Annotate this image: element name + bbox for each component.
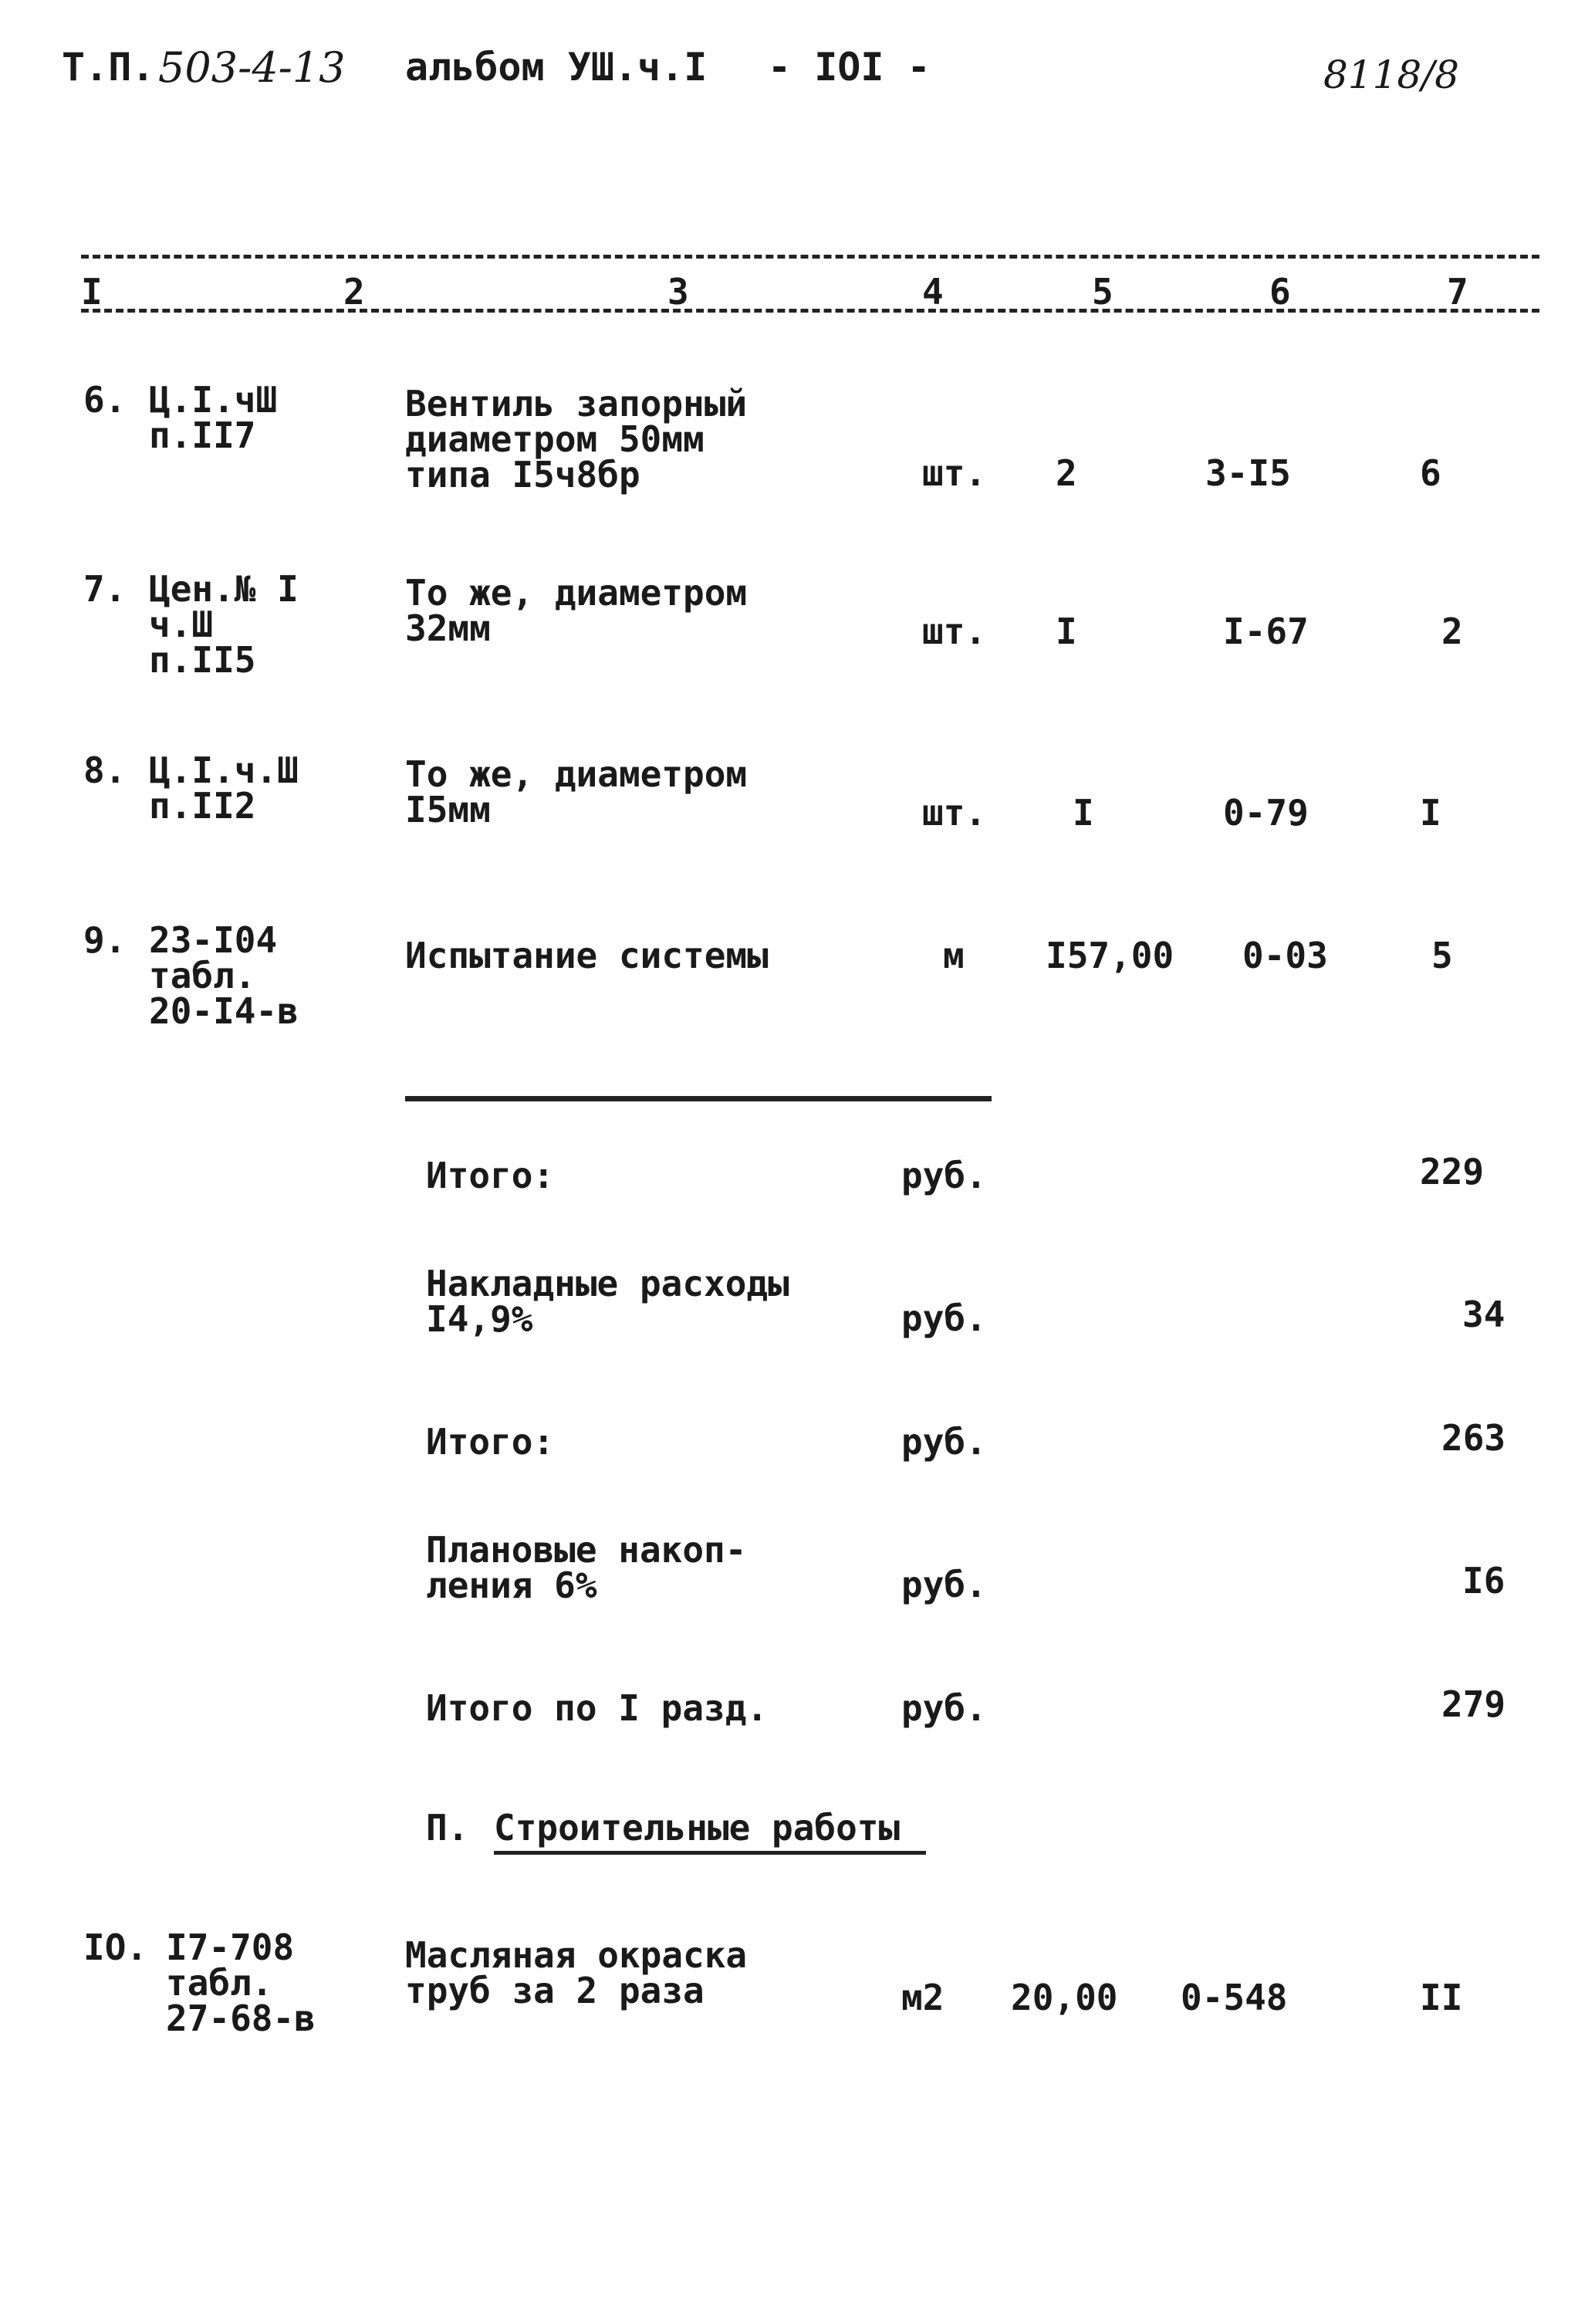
col-num-4: 4 xyxy=(922,271,944,313)
row-price: 3-I5 xyxy=(1205,452,1291,494)
row-ref: Ц.I.ч.Ш п.II2 xyxy=(149,749,299,827)
row-total: 6 xyxy=(1420,452,1441,494)
row-price: I-67 xyxy=(1223,611,1309,652)
col-num-3: 3 xyxy=(667,271,689,313)
row-qty: I57,00 xyxy=(1046,935,1174,976)
row-desc: То же, диаметром 32мм xyxy=(405,572,748,649)
row-desc: Вентиль запорный диаметром 50мм типа I5ч8бр xyxy=(405,383,748,496)
summary-unit: руб. xyxy=(901,1297,987,1339)
row-total: II xyxy=(1420,1977,1463,2018)
row-unit: м2 xyxy=(901,1977,944,2018)
summary-total: 279 xyxy=(1441,1683,1506,1725)
row-desc: Испытание системы xyxy=(405,935,769,976)
row-total: I xyxy=(1420,792,1441,834)
col-num-2: 2 xyxy=(343,271,365,313)
summary-total: 34 xyxy=(1462,1294,1505,1335)
header-dash-bottom xyxy=(81,309,1539,313)
row-price: 0-548 xyxy=(1181,1977,1288,2018)
section-title: Строительные работы xyxy=(494,1807,901,1849)
summary-label: Накладные расходы I4,9% xyxy=(426,1263,789,1340)
row-price: 0-79 xyxy=(1223,792,1309,834)
row-desc: Масляная окраска труб за 2 раза xyxy=(405,1934,748,2011)
row-ref: 23-I04 табл. 20-I4-в xyxy=(149,919,299,1032)
row-num: 8. xyxy=(83,749,127,791)
row-desc: То же, диаметром I5мм xyxy=(405,753,748,830)
album-label: альбом УШ.ч.I xyxy=(405,45,708,90)
header-dash-top xyxy=(81,255,1539,259)
row-ref: I7-708 табл. 27-68-в xyxy=(166,1927,316,2039)
row-qty: 2 xyxy=(1056,452,1077,494)
row-ref: Цен.№ I ч.Ш п.II5 xyxy=(149,568,299,681)
row-total: 5 xyxy=(1431,935,1453,976)
summary-label: Плановые накоп- ления 6% xyxy=(426,1529,747,1606)
summary-label: Итого: xyxy=(426,1421,555,1463)
summary-unit: руб. xyxy=(901,1155,987,1196)
row-num: 6. xyxy=(83,379,127,421)
tp-label: Т.П. xyxy=(62,45,155,90)
row-unit: м xyxy=(943,935,965,976)
row-num: IO. xyxy=(83,1927,148,1968)
summary-unit: руб. xyxy=(901,1564,987,1605)
summary-unit: руб. xyxy=(901,1421,987,1463)
row-num: 7. xyxy=(83,568,127,610)
summary-total: I6 xyxy=(1462,1560,1505,1602)
row-ref: Ц.I.чШ п.II7 xyxy=(149,379,278,456)
row-qty: I xyxy=(1056,611,1077,652)
page-number: - IOI - xyxy=(768,45,931,90)
tp-code: 503-4-13 xyxy=(158,43,346,92)
row-qty: I xyxy=(1073,792,1094,834)
row-unit: шт. xyxy=(922,792,987,834)
col-num-1: I xyxy=(81,271,103,313)
summary-unit: руб. xyxy=(901,1687,987,1729)
summary-total: 263 xyxy=(1441,1417,1506,1459)
row-num: 9. xyxy=(83,919,127,961)
summary-label: Итого: xyxy=(426,1155,555,1196)
summary-label: Итого по I разд. xyxy=(426,1687,769,1729)
section-prefix: П. xyxy=(426,1807,469,1849)
row-qty: 20,00 xyxy=(1011,1977,1118,2018)
col-num-7: 7 xyxy=(1447,271,1468,313)
row-total: 2 xyxy=(1441,611,1463,652)
col-num-5: 5 xyxy=(1092,271,1113,313)
section-title-underline xyxy=(494,1851,926,1855)
sheet-code: 8118/8 xyxy=(1323,52,1459,97)
row-price: 0-03 xyxy=(1242,935,1328,976)
row-unit: шт. xyxy=(922,452,987,494)
summary-total: 229 xyxy=(1420,1151,1485,1192)
col-num-6: 6 xyxy=(1269,271,1291,313)
summary-rule xyxy=(405,1096,992,1101)
row-unit: шт. xyxy=(922,611,987,652)
